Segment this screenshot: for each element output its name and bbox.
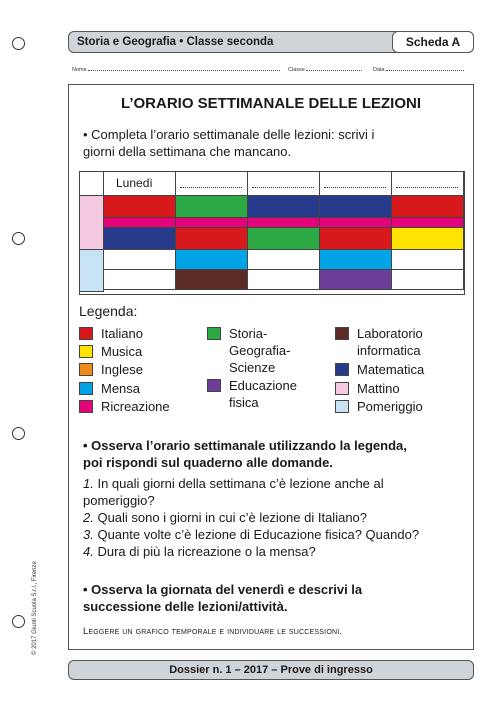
legend-label: Ricreazione [101,399,170,414]
lesson-cell [392,218,464,228]
day-header-blank-3 [320,172,392,196]
question-line [83,492,468,509]
friday-task-line-2: successione delle lezioni/attività. [83,599,288,614]
lesson-cell [320,218,392,228]
lesson-cell [176,250,248,270]
class-field[interactable]: Classe [288,66,362,73]
afternoon-marker [80,250,104,292]
weekly-schedule [79,171,465,295]
question-line [83,509,468,526]
lesson-cell [176,196,248,218]
legend-swatch [335,400,349,413]
legend-swatch [79,400,93,413]
intro-line-1: • Completa l’orario settimanale delle lezioni: scrivi i [83,127,375,142]
legend-label: Mattino [357,381,400,396]
day-header-blank-1 [176,172,248,196]
intro-line-2: giorni della settimana che mancano. [83,144,292,159]
legend-label: Pomeriggio [357,399,423,414]
lesson-cell [104,228,176,250]
lesson-cell [392,196,464,218]
page-header [68,31,474,53]
lesson-cell [176,270,248,290]
lesson-cell [104,218,176,228]
morning-marker [80,196,104,250]
legend-label: Mensa [101,381,141,396]
question-text: Quali sono i giorni in cui c’è lezione di Italiano? [93,510,368,525]
legend-label: fisica [229,395,259,410]
day-label-monday: Lunedì [116,176,153,190]
blank-day-line[interactable] [396,178,458,188]
lesson-cell [104,196,176,218]
lesson-cell [248,250,320,270]
lesson-cell [104,250,176,270]
legend-swatch [335,382,349,395]
lesson-cell [320,270,392,290]
day-header-monday [104,172,176,196]
legend-swatch [207,379,221,392]
page-footer: Dossier n. 1 – 2017 – Prove di ingresso [68,660,474,680]
legend-label: Scienze [229,360,276,375]
blank-day-line[interactable] [180,178,242,188]
legend-swatch [79,382,93,395]
legend-swatch [79,345,93,358]
lesson-cell [248,196,320,218]
blank-day-line[interactable] [252,178,314,188]
legend-swatch [335,327,349,340]
questions-intro-line-1: • Osserva l’orario settimanale utilizzando la legenda, [83,438,407,453]
legend-label: informatica [357,343,421,358]
lesson-cell [320,228,392,250]
legend-label: Matematica [357,362,425,377]
legend-swatch [207,327,221,340]
lesson-cell [176,228,248,250]
lesson-cell [320,250,392,270]
lesson-cell [392,228,464,250]
page-title: L’ORARIO SETTIMANALE DELLE LEZIONI [121,95,421,112]
lesson-cell [392,270,464,290]
legend-label: Inglese [101,362,143,377]
lesson-cell [176,218,248,228]
day-header-blank-4 [392,172,464,196]
scheda-badge: Scheda A [392,31,474,53]
legend-swatch [79,363,93,376]
legend-label: Laboratorio [357,326,423,341]
binder-hole-3 [12,427,25,440]
lesson-cell [104,270,176,290]
binder-hole-2 [12,232,25,245]
legend-label: Educazione [229,378,297,393]
question-text: Quante volte c’è lezione di Educazione fisica? Quando? [93,527,420,542]
lesson-cell [248,218,320,228]
header-title: Storia e Geografia • Classe seconda [77,36,274,48]
binder-hole-1 [12,37,25,50]
name-field[interactable]: Nome [72,66,280,73]
legend-swatch [335,363,349,376]
question-text: Dura di più la ricreazione o la mensa? [93,544,316,559]
schedule-corner [80,172,104,196]
day-header-blank-2 [248,172,320,196]
lesson-cell [248,228,320,250]
blank-day-line[interactable] [324,178,386,188]
skill-instruction: Leggere un grafico temporale e individuare le successioni. [83,626,343,636]
question-number: 1. [83,476,94,491]
question-number: 3. [83,527,94,542]
copyright: © 2017 Giunti Scuola S.r.l., Firenze [32,561,38,655]
question-line [83,543,468,560]
legend-label: Geografia- [229,343,291,358]
date-field[interactable]: Data [373,66,464,73]
worksheet-content [68,84,474,650]
friday-task-line-1: • Osserva la giornata del venerdì e descrivi la [83,582,363,597]
question-number: 2. [83,510,94,525]
question-text: In quali giorni della settimana c’è lezione anche al [93,476,384,491]
legend-swatch [79,327,93,340]
legend-label: Storia- [229,326,268,341]
legend-title: Legenda: [79,303,138,319]
lesson-cell [392,250,464,270]
legend-label: Musica [101,344,143,359]
question-text: pomeriggio? [83,493,155,508]
questions-intro-line-2: poi rispondi sul quaderno alle domande. [83,455,333,470]
binder-hole-4 [12,615,25,628]
question-line [83,475,468,492]
question-number: 4. [83,544,94,559]
lesson-cell [248,270,320,290]
lesson-cell [320,196,392,218]
question-line [83,526,468,543]
legend-label: Italiano [101,326,143,341]
